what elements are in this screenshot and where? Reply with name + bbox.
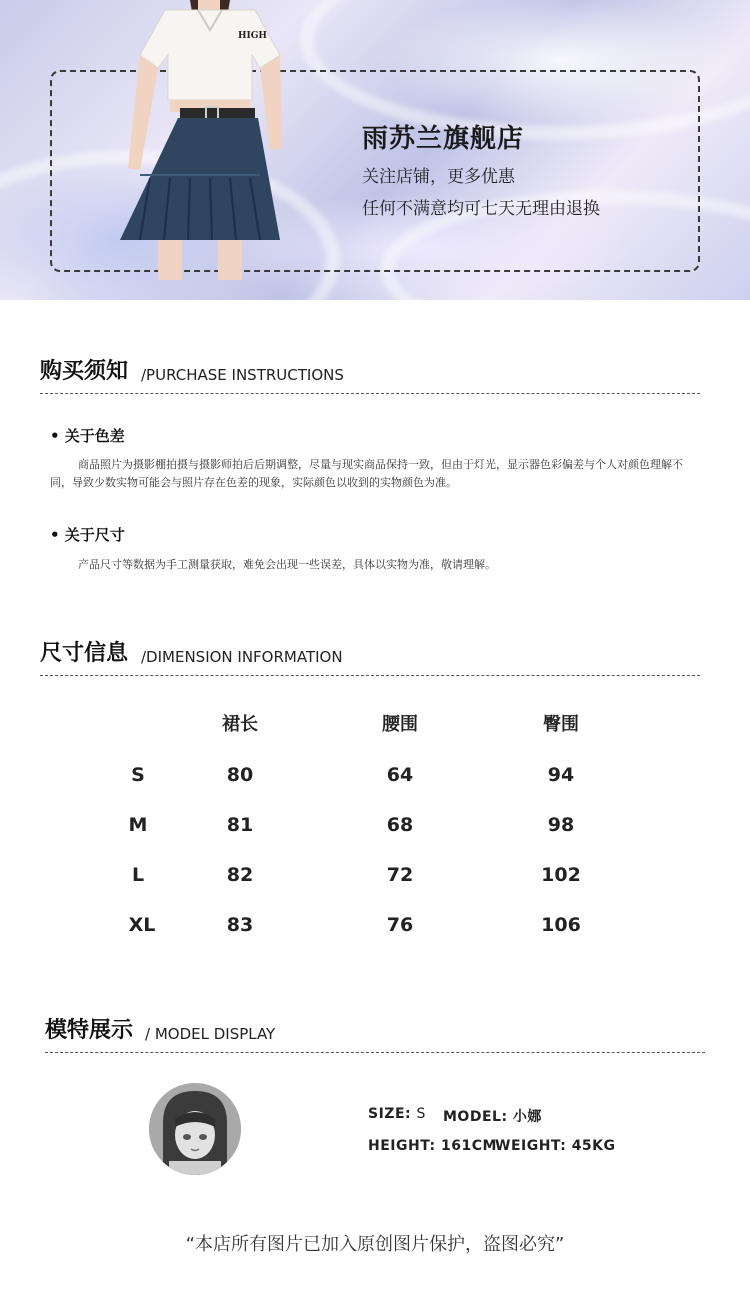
section-title-cn: 模特展示 xyxy=(45,1018,134,1043)
waist-value: 68 xyxy=(386,814,414,836)
col-header-length: 裙长 xyxy=(222,714,258,735)
col-header-waist: 腰围 xyxy=(382,714,418,735)
hip-value: 102 xyxy=(541,864,581,886)
hip-value: 94 xyxy=(547,764,575,786)
model-portrait-image xyxy=(149,1083,241,1175)
weight-value: 45KG xyxy=(571,1138,616,1154)
weight-label: WEIGHT: xyxy=(495,1138,567,1154)
section-title-cn: 尺寸信息 xyxy=(40,641,129,666)
model-height-spec xyxy=(368,1138,497,1154)
length-value: 83 xyxy=(226,914,254,936)
size-note-title: • 关于尺寸 xyxy=(50,526,125,544)
size-note-text: 产品尺寸等数据为手工测量获取，难免会出现一些误差，具体以实物为准，敬请理解。 xyxy=(78,558,496,571)
store-name: 雨苏兰旗舰店 xyxy=(362,124,525,154)
size-label: L xyxy=(131,864,145,886)
col-header-hip: 臀围 xyxy=(543,714,579,735)
model-avatar xyxy=(149,1083,241,1175)
size-value: S xyxy=(416,1106,426,1122)
store-follow-text: 关注店铺，更多优惠 xyxy=(362,167,515,187)
waist-value: 64 xyxy=(386,764,414,786)
store-banner xyxy=(0,0,750,300)
size-label: SIZE: xyxy=(368,1106,412,1122)
model-size-spec xyxy=(368,1106,426,1122)
size-label: XL xyxy=(128,914,156,936)
dimension-info-header xyxy=(40,636,700,676)
length-value: 80 xyxy=(226,764,254,786)
size-label: M xyxy=(128,814,148,836)
purchase-instructions-header xyxy=(40,354,700,394)
height-value: 161CM xyxy=(440,1138,497,1154)
model-label: MODEL: xyxy=(443,1109,508,1125)
model-name-spec xyxy=(443,1106,542,1126)
model-weight-spec xyxy=(495,1138,616,1154)
height-label: HEIGHT: xyxy=(368,1138,436,1154)
waist-value: 72 xyxy=(386,864,414,886)
length-value: 81 xyxy=(226,814,254,836)
section-title-en: /PURCHASE INSTRUCTIONS xyxy=(141,366,344,384)
section-title-en: / MODEL DISPLAY xyxy=(145,1025,276,1043)
copyright-notice: “本店所有图片已加入原创图片保护，盗图必究” xyxy=(185,1234,565,1255)
color-difference-title: • 关于色差 xyxy=(50,427,125,445)
model-display-header xyxy=(45,1013,705,1053)
section-title-cn: 购买须知 xyxy=(40,359,129,384)
length-value: 82 xyxy=(226,864,254,886)
model-name-value: 小娜 xyxy=(512,1109,542,1125)
store-return-policy-text: 任何不满意均可七天无理由退换 xyxy=(362,199,600,219)
color-difference-text: 商品照片为摄影棚拍摄与摄影师拍后后期调整，尽量与现实商品保持一致，但由于灯光，显示器色彩偏差与个人对颜色理解不同，导致少数实物可能会与照片存在色差的现象，实际颜色以收到的实物颜色为准。 xyxy=(50,458,683,489)
model-figure-image xyxy=(110,0,300,280)
section-title-en: /DIMENSION INFORMATION xyxy=(141,648,343,666)
hip-value: 106 xyxy=(541,914,581,936)
hip-value: 98 xyxy=(547,814,575,836)
waist-value: 76 xyxy=(386,914,414,936)
shirt-print-text: HIGH xyxy=(238,31,267,41)
size-label: S xyxy=(131,764,145,786)
